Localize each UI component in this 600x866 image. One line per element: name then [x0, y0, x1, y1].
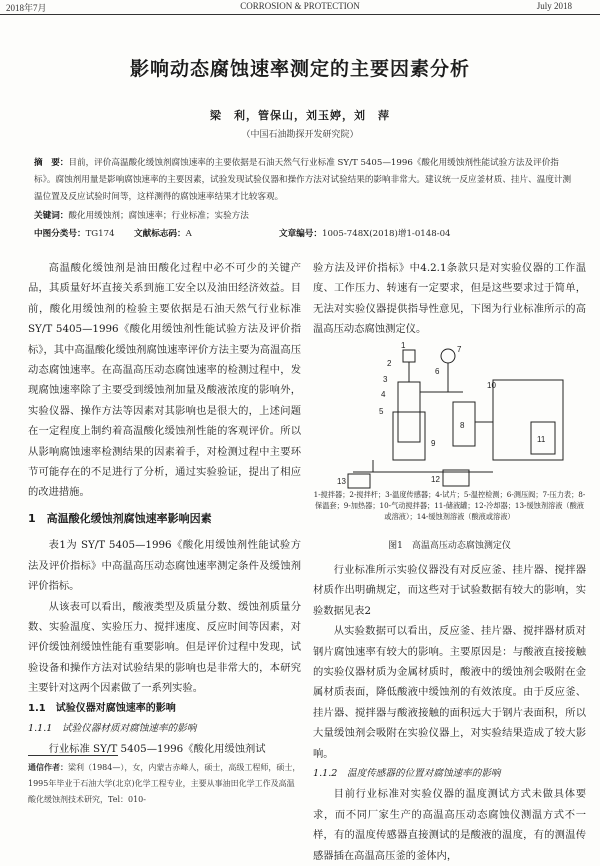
abstract [34, 155, 574, 206]
footnote-text: 梁利（1984—），女，内蒙古赤峰人，硕士，高级工程师，硕士，1995年毕业于石油大学(北京)化学工程专业，主要从事油田化学工作及高温酸化缓蚀剂技术研究，Tel：010- [28, 763, 301, 804]
running-header [0, 0, 600, 15]
doc-code-value: A [185, 229, 192, 239]
fig-label-8: 8 [460, 421, 465, 430]
section-1-paragraph-2: 从该表可以看出，酸液类型及质量分数、缓蚀剂质量分数、实验温度、实验压力、搅拌速度、反应时间等因素，对评价缓蚀剂缓蚀性能有重要影响。但是评价过程中发现，试验设备和操作方法对试验结果的影响也是非常大的，本研究主要针对这两个因素做了一系列实验。 [28, 600, 301, 695]
abstract-label: 摘 要： [34, 158, 69, 168]
keywords-text: 酸化用缓蚀剂；腐蚀速率；行业标准；实验方法 [68, 211, 249, 221]
section-1-1-1-paragraph: 行业标准 SY/T 5405—1996《酸化用缓蚀剂试 [48, 743, 266, 756]
figure-caption: 图1 高温高压动态腐蚀测定仪 [388, 541, 511, 551]
fig-label-9: 9 [431, 439, 436, 448]
clc-value: TG174 [85, 229, 115, 239]
fig-label-12: 12 [431, 475, 440, 484]
fig-label-6: 6 [435, 367, 440, 376]
figure-legend: 1-搅拌器；2-搅拌杆；3-温度传感器；4-试片；5-温控检测；6-测压阀；7-压力表；8-保温套；9-加热器；10-气动搅拌器；11-储液罐；12-冷却器；13-缓蚀剂溶液（酸液或溶液）；14-缓蚀剂溶液（酸液或溶液） [313, 490, 586, 521]
section-1-1-2-heading: 1.1.2 温度传感器的位置对腐蚀速率的影响 [313, 768, 501, 780]
paper-authors: 梁 利，管保山，刘玉婷，刘 萍 [210, 109, 390, 122]
doc-code-label: 文献标志码： [134, 229, 186, 239]
header-journal: CORROSION & PROTECTION [240, 1, 360, 11]
right-paragraph-1: 验方法及评价指标》中4.2.1条款只是对实验仪器的工作温度、工作压力、转速有一定要求，但是这些要求过于简单，无法对实验仪器提供指导性意见，下图为行业标准所示的高温高压动态腐蚀测定仪。 [313, 262, 586, 336]
article-no-label: 文章编号： [279, 229, 322, 239]
fig-label-10: 10 [487, 381, 496, 390]
fig-label-4: 4 [381, 390, 386, 399]
fig-label-3: 3 [383, 375, 388, 384]
section-1-1-1-heading: 1.1.1 试验仪器材质对腐蚀速率的影响 [28, 722, 197, 734]
right-paragraph-4: 目前行业标准对实验仪器的温度测试方式未做具体要求，而不同厂家生产的高温高压动态腐蚀仪测温方式不一样，有的温度传感器直接测试的是酸液的温度，有的测温传感器插在高温高压釜的釜体内， [313, 788, 586, 862]
right-column-lower [313, 560, 586, 862]
left-column [28, 258, 301, 760]
pressure-gauge-shape [441, 349, 455, 363]
apparatus-figure [313, 342, 586, 492]
section-1-1-heading: 1.1 试验仪器对腐蚀速率的影响 [28, 702, 176, 714]
clc-label: 中图分类号： [34, 229, 86, 239]
keywords-label: 关键词： [34, 211, 69, 221]
footnote [28, 760, 301, 808]
control-unit-shape [493, 380, 563, 460]
article-no-value: 1005-748X(2018)增1-0148-04 [321, 229, 451, 239]
right-paragraph-3: 从实验数据可以看出，反应釜、挂片器、搅拌器材质对钢片腐蚀速率有较大的影响。主要原因是：与酸液直接接触的实验仪器材质为金属材质时，酸液中的缓蚀剂会吸附在金属材质表面，降低酸液中缓蚀剂的有效浓度。由于反应釜、挂片器、搅拌器与酸液接触的面积远大于钢片表面积，所以大量缓蚀剂会吸附在实验仪器上，对实验结果造成了较大影响。 [313, 625, 586, 760]
right-column [313, 258, 586, 348]
paper-affiliation: （中国石油勘探开发研究院） [241, 130, 359, 140]
fig-label-7: 7 [457, 345, 462, 354]
footnote-rule [28, 755, 118, 756]
right-paragraph-2: 行业标准所示实验仪器没有对反应釜、挂片器、搅拌器材质作出明确规定，而这些对于试验数据有较大的影响，实验数据见表2 [313, 564, 586, 617]
section-1-paragraph-1: 表1为 SY/T 5405—1996《酸化用缓蚀剂性能试验方法及评价指标》中高温高压动态腐蚀速率测定条件及缓蚀剂评价指标。 [28, 539, 301, 593]
footnote-label: 通信作者： [28, 763, 68, 772]
fig-label-13: 13 [337, 477, 346, 486]
paper-title: 影响动态腐蚀速率测定的主要因素分析 [129, 58, 470, 80]
fig-label-11: 11 [537, 435, 546, 444]
abstract-text: 目前，评价高温酸化缓蚀剂腐蚀速率的主要依据是石油天然气行业标准 SY/T 5405—1996《酸化用缓蚀剂性能试验方法及评价指标》。腐蚀剂用量是影响腐蚀速率的主要因素，试验发现试验仪器和操作方法对试验结果的影响非常大。建议统一反应釜材质、挂片、温度计测温位置及反应试验时间等，这样测得的腐蚀速率结果才比较客观。 [34, 158, 572, 202]
fig-label-1: 1 [401, 341, 406, 350]
fig-label-2: 2 [387, 359, 392, 368]
section-1-heading: 1 高温酸化缓蚀剂腐蚀速率影响因素 [28, 511, 212, 525]
intro-paragraph: 高温酸化缓蚀剂是油田酸化过程中必不可少的关键产品，其质量好坏直接关系到施工安全以及油田经济效益。目前，酸化用缓蚀剂的检验主要依据是石油天然气行业标准 SY/T 5405—1996《酸化用缓蚀剂性能试验方法及评价指标》，其中高温酸化缓蚀剂腐蚀速率评价方法主要为高温高压动态腐蚀速率。在高温高压动态腐蚀速率的检测过程中，发现腐蚀速率除了主要受到缓蚀剂加量及酸液浓度的影响外，实验仪器、操作方法等因素对其影响也是很大的，上述问题在一定程度上制约着高温酸化缓蚀剂性能的客观评价。所以从影响腐蚀速率检测结果的因素着手，对检测过程中主要环节可能存在的不足进行了分析，通过实验验证，提出了相应的改进措施。 [28, 262, 301, 499]
header-date-en: July 2018 [536, 1, 572, 11]
header-date: 2018年7月 [6, 3, 47, 13]
reservoir-shape [348, 474, 370, 488]
keywords [34, 209, 574, 221]
fig-label-5: 5 [379, 407, 384, 416]
